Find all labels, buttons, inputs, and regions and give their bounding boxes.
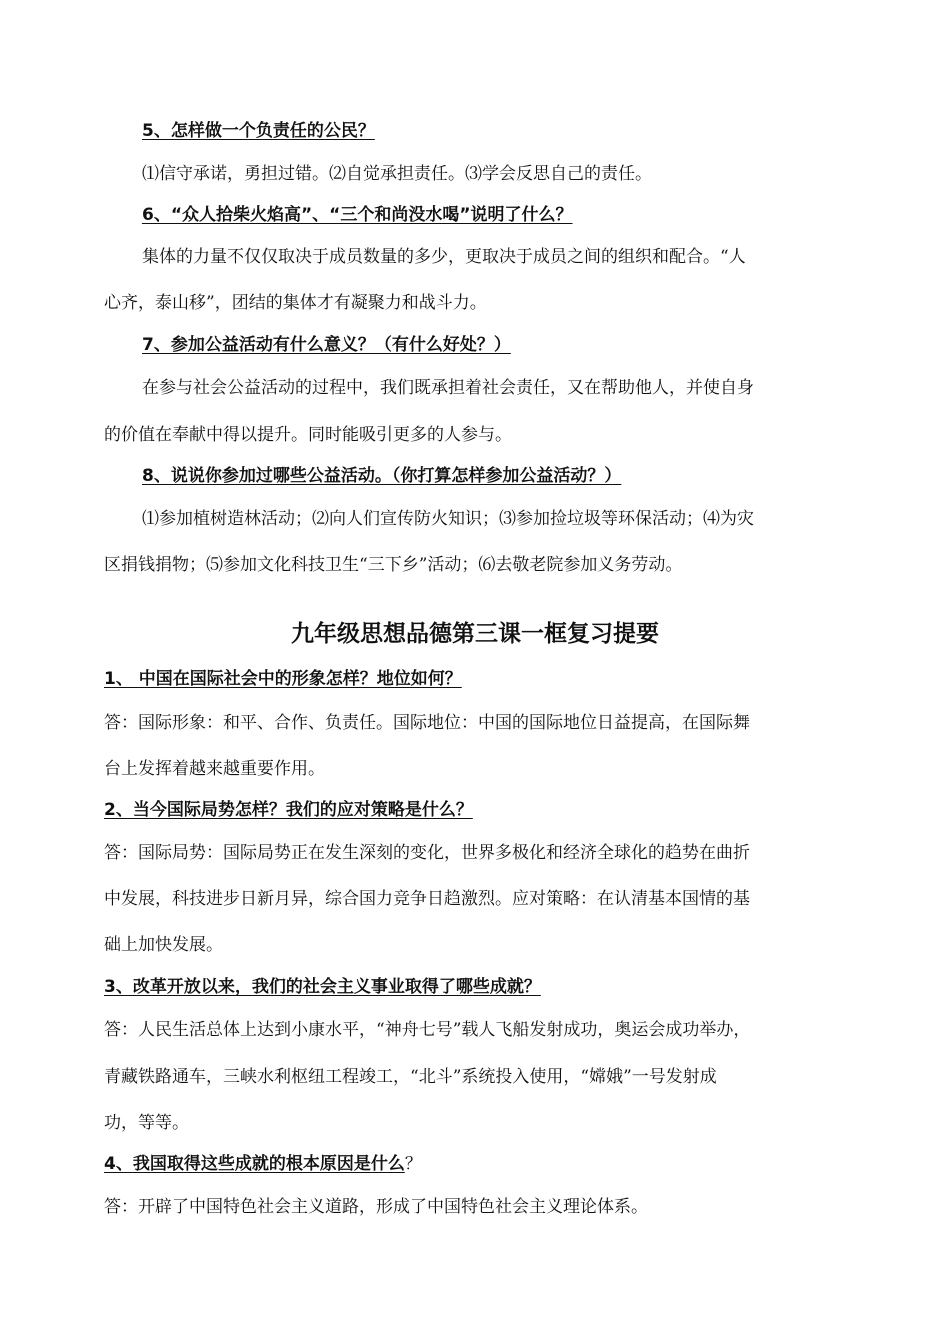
answer-1-line-1: 答：国际形象：和平、合作、负责任。国际地位：中国的国际地位日益提高，在国际舞 xyxy=(104,713,750,733)
question-4: 4、我国取得这些成就的根本原因是什么 xyxy=(104,1154,405,1174)
answer-7-line-2: 的价值在奉献中得以提升。同时能吸引更多的人参与。 xyxy=(104,425,512,445)
question-4-mark: ？ xyxy=(404,1154,422,1174)
question-5: 5、怎样做一个负责任的公民？ xyxy=(142,121,375,141)
question-4-wrapper xyxy=(104,1153,850,1175)
question-2: 2、当今国际局势怎样？我们的应对策略是什么？ xyxy=(104,800,473,820)
question-8: 8、说说你参加过哪些公益活动。（你打算怎样参加公益活动？） xyxy=(142,466,622,486)
question-3: 3、改革开放以来，我们的社会主义事业取得了哪些成就？ xyxy=(104,977,541,997)
answer-8-line-2: 区捐钱捐物；⑸参加文化科技卫生“三下乡”活动；⑹去敬老院参加义务劳动。 xyxy=(104,555,683,575)
answer-6-line-2: 心齐，泰山移”，团结的集体才有凝聚力和战斗力。 xyxy=(104,293,487,313)
answer-4: 答：开辟了中国特色社会主义道路，形成了中国特色社会主义理论体系。 xyxy=(104,1197,648,1217)
answer-2-line-1: 答：国际局势：国际局势正在发生深刻的变化，世界多极化和经济全球化的趋势在曲折 xyxy=(104,843,750,863)
section-title: 九年级思想品德第三课一框复习提要 xyxy=(291,621,659,647)
answer-3-line-1: 答：人民生活总体上达到小康水平，“神舟七号”载人飞船发射成功，奥运会成功举办， xyxy=(104,1020,751,1040)
answer-7-line-1: 在参与社会公益活动的过程中，我们既承担着社会责任，又在帮助他人，并使自身 xyxy=(142,378,754,398)
question-1: 1、 中国在国际社会中的形象怎样？地位如何？ xyxy=(104,669,462,689)
answer-5: ⑴信守承诺，勇担过错。⑵自觉承担责任。⑶学会反思自己的责任。 xyxy=(142,164,652,184)
answer-3-line-2: 青藏铁路通车，三峡水利枢纽工程竣工，“北斗”系统投入使用，“嫦娥”一号发射成 xyxy=(104,1067,717,1087)
question-7: 7、参加公益活动有什么意义？（有什么好处？） xyxy=(142,335,511,355)
answer-1-line-2: 台上发挥着越来越重要作用。 xyxy=(104,759,325,779)
answer-2-line-3: 础上加快发展。 xyxy=(104,935,223,955)
answer-6-line-1: 集体的力量不仅仅取决于成员数量的多少，更取决于成员之间的组织和配合。“人 xyxy=(142,247,746,267)
answer-3-line-3: 功，等等。 xyxy=(104,1113,189,1133)
question-6: 6、“众人拾柴火焰高”、“三个和尚没水喝”说明了什么？ xyxy=(142,205,573,225)
answer-8-line-1: ⑴参加植树造林活动；⑵向人们宣传防火知识；⑶参加捡垃圾等环保活动；⑷为灾 xyxy=(142,509,754,529)
answer-2-line-2: 中发展，科技进步日新月异，综合国力竞争日趋激烈。应对策略：在认清基本国情的基 xyxy=(104,889,750,909)
